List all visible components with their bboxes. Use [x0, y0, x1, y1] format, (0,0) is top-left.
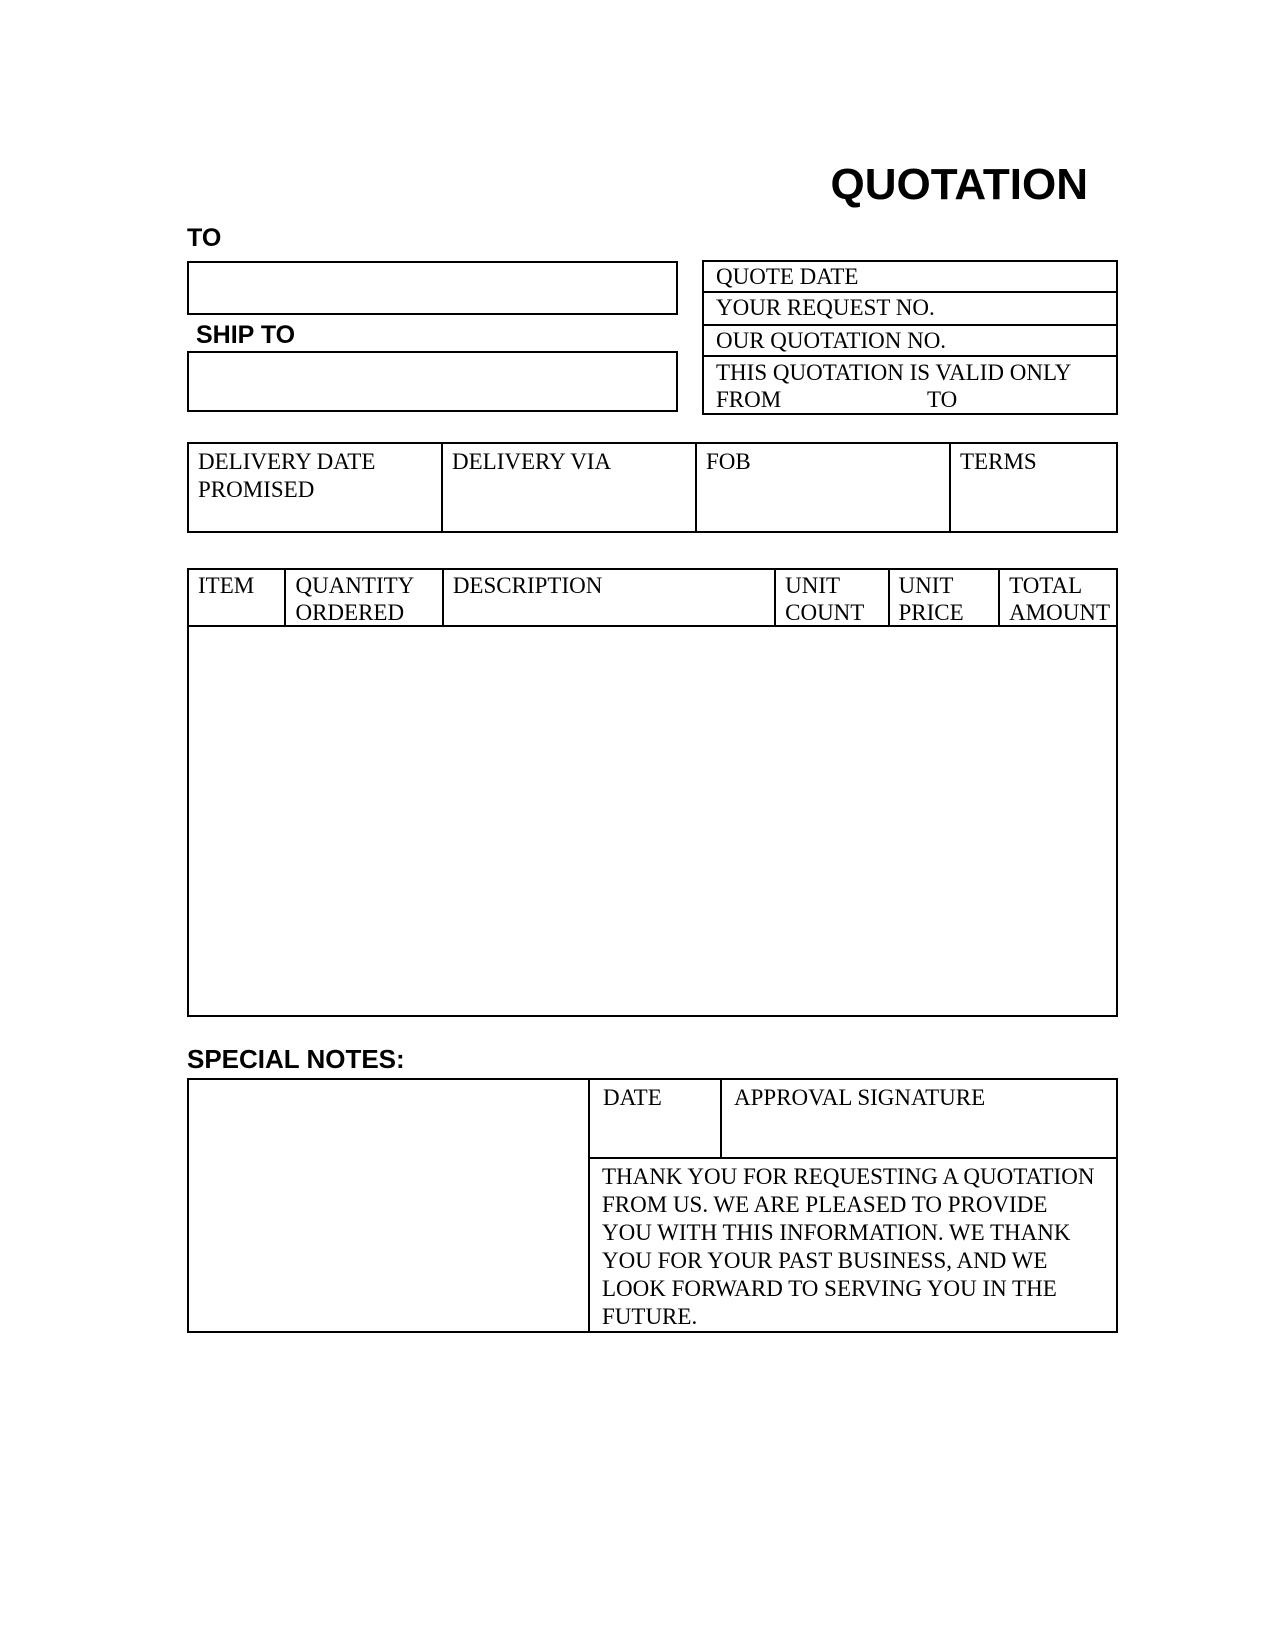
- ship-to-label: SHIP TO: [196, 321, 296, 349]
- validity-dates-line: [716, 386, 1116, 413]
- page-title: QUOTATION: [830, 160, 1088, 209]
- delivery-info-table: [187, 442, 1118, 533]
- quote-info-table: [702, 260, 1118, 415]
- thank-you-message: THANK YOU FOR REQUESTING A QUOTATION FROM US. WE ARE PLEASED TO PROVIDE YOU WITH THIS INFORMATION. WE THANK YOU FOR YOUR PAST BUSINESS, AND WE LOOK FORWARD TO SERVING YOU IN THE FUTURE.: [602, 1164, 1095, 1329]
- approval-table: [588, 1078, 1118, 1333]
- item-column-header: ITEM: [189, 570, 286, 625]
- quote-date-label: QUOTE DATE: [716, 264, 859, 289]
- validity-line: THIS QUOTATION IS VALID ONLY: [716, 359, 1072, 385]
- quote-date-row[interactable]: [704, 262, 1116, 293]
- total-amount-column-header: TOTAL AMOUNT: [1009, 573, 1111, 625]
- valid-from-label: FROM: [716, 386, 782, 412]
- terms-label: TERMS: [960, 449, 1037, 474]
- request-no-row[interactable]: [704, 293, 1116, 326]
- quotation-no-label: OUR QUOTATION NO.: [716, 327, 947, 353]
- approval-signature-label: APPROVAL SIGNATURE: [734, 1085, 986, 1110]
- terms-field[interactable]: [951, 444, 1116, 531]
- quotation-no-row[interactable]: [704, 326, 1116, 357]
- ship-to-address-field[interactable]: [187, 351, 678, 412]
- quantity-ordered-column-header: QUANTITY ORDERED: [286, 570, 443, 625]
- to-address-field[interactable]: [187, 261, 678, 315]
- delivery-date-promised-label: DELIVERY DATE PROMISED: [198, 449, 376, 502]
- fob-field[interactable]: [697, 444, 951, 531]
- delivery-via-label: DELIVERY VIA: [452, 449, 612, 474]
- line-items-entry-area[interactable]: [189, 627, 1116, 1015]
- date-field[interactable]: [590, 1080, 722, 1157]
- special-notes-label: SPECIAL NOTES:: [187, 1044, 405, 1074]
- unit-count-column-header: UNIT COUNT: [776, 570, 889, 625]
- delivery-via-field[interactable]: [443, 444, 697, 531]
- validity-row[interactable]: [704, 357, 1116, 413]
- description-column-header: DESCRIPTION: [444, 570, 776, 625]
- line-items-table: [187, 568, 1118, 1017]
- unit-price-column-header: UNIT PRICE: [890, 570, 1001, 625]
- line-items-header-row: [189, 570, 1116, 627]
- fob-label: FOB: [706, 449, 751, 474]
- date-label: DATE: [603, 1085, 662, 1110]
- approval-signature-field[interactable]: [722, 1080, 1116, 1157]
- to-label: TO: [187, 224, 222, 252]
- special-notes-field[interactable]: [187, 1078, 590, 1333]
- request-no-label: YOUR REQUEST NO.: [716, 295, 935, 321]
- valid-to-label: TO: [927, 386, 958, 412]
- approval-header-row: [590, 1080, 1116, 1159]
- delivery-date-promised-field[interactable]: [189, 444, 443, 531]
